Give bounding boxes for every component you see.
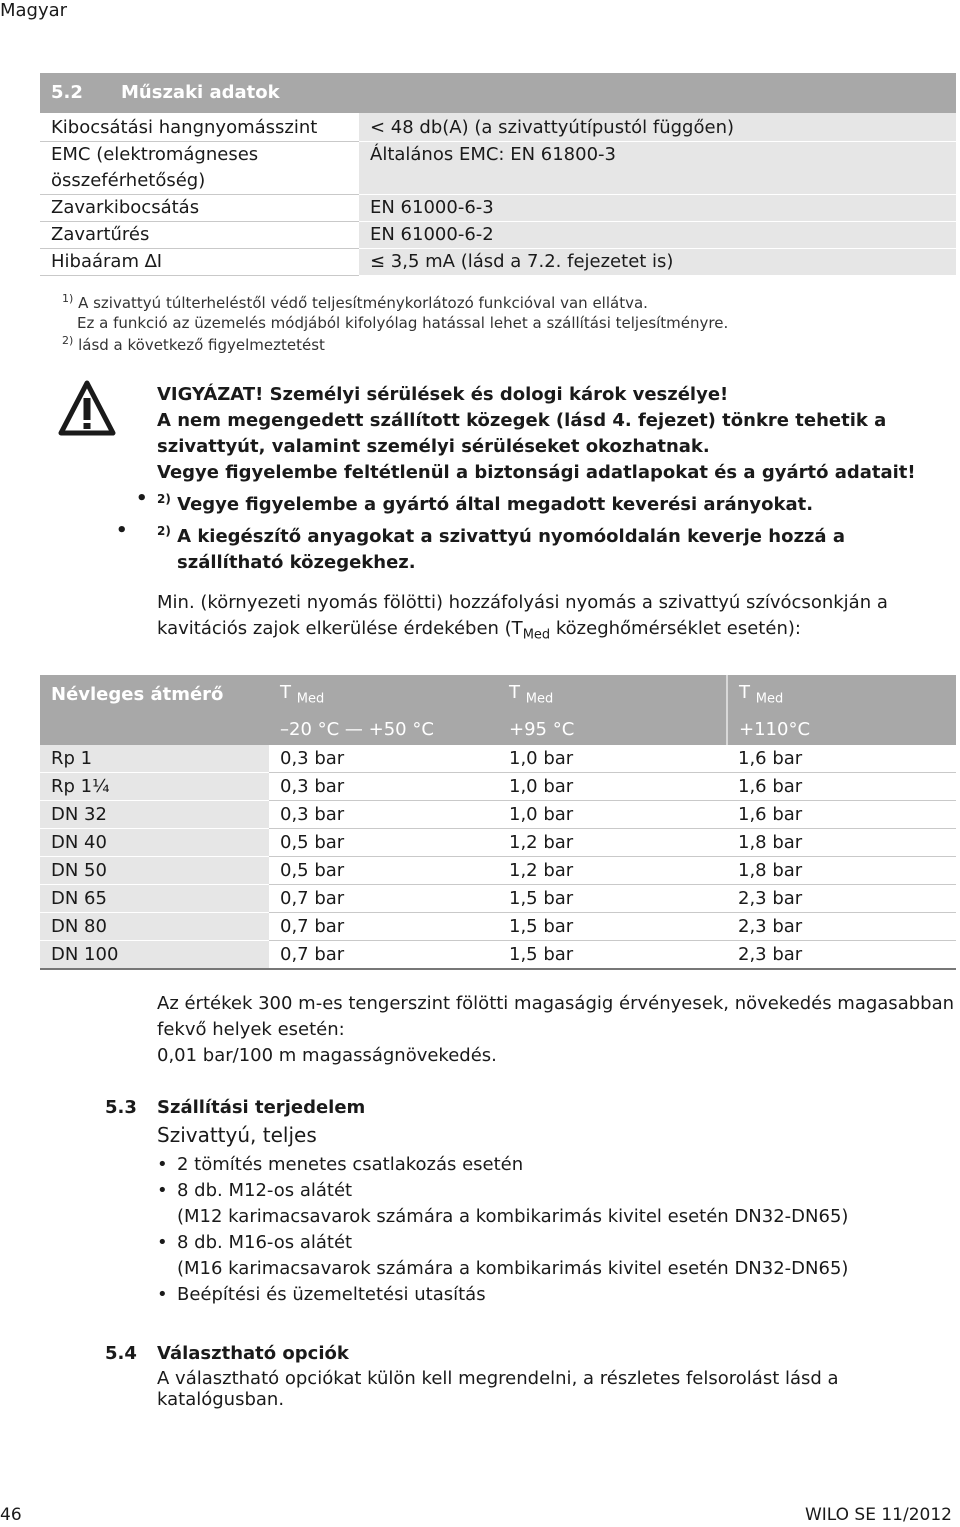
list-item [157,1178,957,1230]
table-cell: 0,3 bar [269,745,498,773]
subscript: Med [525,691,554,707]
subscript: Med [755,691,784,707]
note-text: Az értékek 300 m-es tengerszint fölötti magaságig érvényesek, növekedés magasabban fekvő helyek esetén: [157,993,955,1040]
table-cell: DN 80 [40,913,269,941]
table-cell: 0,7 bar [269,941,498,970]
table-row [40,829,956,857]
section-number: 5.2 [51,82,83,103]
paragraph-text: közeghőmérséklet esetén): [550,618,801,639]
section-title: Választható opciók [157,1343,349,1364]
warning-text: Vegye figyelembe feltétlenül a biztonsági adatlapokat és a gyártó adatait! [157,462,916,483]
warning-text: A nem megengedett szállított közegek (lásd 4. fejezet) tönkre tehetik a szivattyút, valamint személyi sérüléseket okozhatnak. [157,410,887,457]
table-row [40,745,956,773]
table-row [40,941,956,970]
table-cell: 1,0 bar [498,745,727,773]
table-cell: 0,5 bar [269,857,498,885]
footnote-text: A szivattyú túlterheléstől védő teljesítménykorlátozó funkcióval van ellátva. [78,294,648,312]
list-item-text: (M12 karimacsavarok számára a kombikarimás kivitel esetén DN32-DN65) [177,1206,849,1227]
table-row [40,885,956,913]
table-cell: DN 100 [40,941,269,970]
options-text: A választható opciókat külön kell megrendelni, a részletes felsorolást lásd a katalógusban. [157,1368,839,1410]
table-cell: 0,7 bar [269,913,498,941]
section-title: Szállítási terjedelem [157,1097,366,1118]
table-cell: 1,2 bar [498,857,727,885]
table-cell: 1,6 bar [727,801,956,829]
column-header-blank [40,713,269,745]
note-text: 0,01 bar/100 m magasságnövekedés. [157,1045,497,1066]
table-cell: DN 40 [40,829,269,857]
column-header: Névleges átmérő [40,675,269,713]
table-cell: DN 50 [40,857,269,885]
footnote-mark: 1) [62,292,74,305]
table-cell: 0,5 bar [269,829,498,857]
table-header-row [40,73,956,113]
warning-heading: VIGYÁZAT! Személyi sérülések és dologi károk veszélye! [157,384,729,405]
column-header [727,675,956,713]
bullet-text: Vegye figyelembe a gyártó által megadott keverési arányokat. [177,494,814,515]
table-cell: 1,0 bar [498,801,727,829]
footer-text: WILO SE 11/2012 [804,1505,952,1525]
bullet-text: A kiegészítő anyagokat a szivattyú nyomóoldalán keverje hozzá a szállítható közegekhez. [177,526,845,573]
table-cell: DN 32 [40,801,269,829]
page-language-label: Magyar [0,0,68,21]
table-cell: Rp 1 [40,745,269,773]
list-item [157,1230,957,1282]
table-cell: 0,7 bar [269,885,498,913]
pressure-table [40,675,956,970]
footnote-mark: 2) [62,334,74,347]
min-pressure-paragraph [157,590,957,649]
row-value: < 48 db(A) (a szivattyútípustól függően) [359,113,956,142]
row-label: Kibocsátási hangnyomásszint [40,113,359,142]
delivery-list [157,1152,957,1308]
table-header-row [40,713,956,745]
list-item-text: 2 tömítés menetes csatlakozás esetén [177,1154,524,1175]
table-row [40,222,956,249]
table-cell: 1,5 bar [498,913,727,941]
table-cell: 1,2 bar [498,829,727,857]
row-label: Hibaáram ∆I [40,249,359,276]
altitude-note [157,991,957,1069]
table-row [40,801,956,829]
t-label: T [280,681,291,703]
footnote-mark: 2) [157,524,171,538]
table-cell: 0,3 bar [269,773,498,801]
section-number: 5.4 [105,1343,137,1364]
table-cell: 0,3 bar [269,801,498,829]
table-cell: Rp 1¼ [40,773,269,801]
table-row [40,773,956,801]
footnote-mark: 2) [157,492,171,506]
table-cell: 1,8 bar [727,857,956,885]
table-row [40,113,956,142]
table-row [40,142,956,195]
warning-triangle-icon [58,380,116,436]
list-item-text: 8 db. M12-os alátét [177,1180,353,1201]
table-cell: 2,3 bar [727,913,956,941]
list-item-text: (M16 karimacsavarok számára a kombikarimás kivitel esetén DN32-DN65) [177,1258,849,1279]
technical-data-table [40,73,956,276]
table-cell: 2,3 bar [727,941,956,970]
temperature-header: +95 °C [498,713,727,745]
table-cell: 1,6 bar [727,745,956,773]
table-cell: 1,5 bar [498,941,727,970]
warning-bullet [157,518,957,576]
t-label: T [739,681,750,703]
paragraph-text: Min. (környezeti nyomás fölötti) hozzáfolyási nyomás a szivattyú szívócsonkján a kavitációs zajok elkerülése érdekében (T [157,592,888,639]
row-value: Általános EMC: EN 61800-3 [359,142,956,195]
row-label: Zavarkibocsátás [40,195,359,222]
footnote-text: Ez a funkció az üzemelés módjából kifolyólag hatással lehet a szállítási teljesítményre. [77,314,729,332]
subscript: Med [522,627,551,643]
section-heading-cell [40,73,359,113]
table-cell: 2,3 bar [727,885,956,913]
table-cell: DN 65 [40,885,269,913]
row-label: Zavartűrés [40,222,359,249]
footnote-text: lásd a következő figyelmeztetést [78,336,325,354]
row-value: ≤ 3,5 mA (lásd a 7.2. fejezetet is) [359,249,956,276]
temperature-header: –20 °C — +50 °C [269,713,498,745]
row-value: EN 61000-6-2 [359,222,956,249]
list-item-text: Beépítési és üzemeltetési utasítás [177,1284,486,1305]
section-number: 5.3 [105,1097,137,1118]
row-label: EMC (elektromágneses összeférhetőség) [40,142,359,195]
list-item-text: 8 db. M16-os alátét [177,1232,353,1253]
table-row [40,249,956,276]
subscript: Med [296,691,325,707]
footnote-2 [62,331,325,355]
t-label: T [509,681,520,703]
table-cell: 1,5 bar [498,885,727,913]
list-item [157,1152,957,1178]
header-blank-cell [359,73,956,113]
table-row [40,857,956,885]
section-title: Műszaki adatok [121,82,280,103]
table-cell: 1,6 bar [727,773,956,801]
list-item [157,1282,957,1308]
table-header-row [40,675,956,713]
warning-block [157,382,957,576]
table-row [40,913,956,941]
table-row [40,195,956,222]
table-cell: 1,8 bar [727,829,956,857]
temperature-header: +110°C [727,713,956,745]
page-number: 46 [0,1505,22,1525]
table-cell: 1,0 bar [498,773,727,801]
column-header [498,675,727,713]
warning-bullet [157,486,957,518]
subheading: Szivattyú, teljes [157,1123,317,1147]
footnote-1 [62,289,728,333]
column-header [269,675,498,713]
row-value: EN 61000-6-3 [359,195,956,222]
